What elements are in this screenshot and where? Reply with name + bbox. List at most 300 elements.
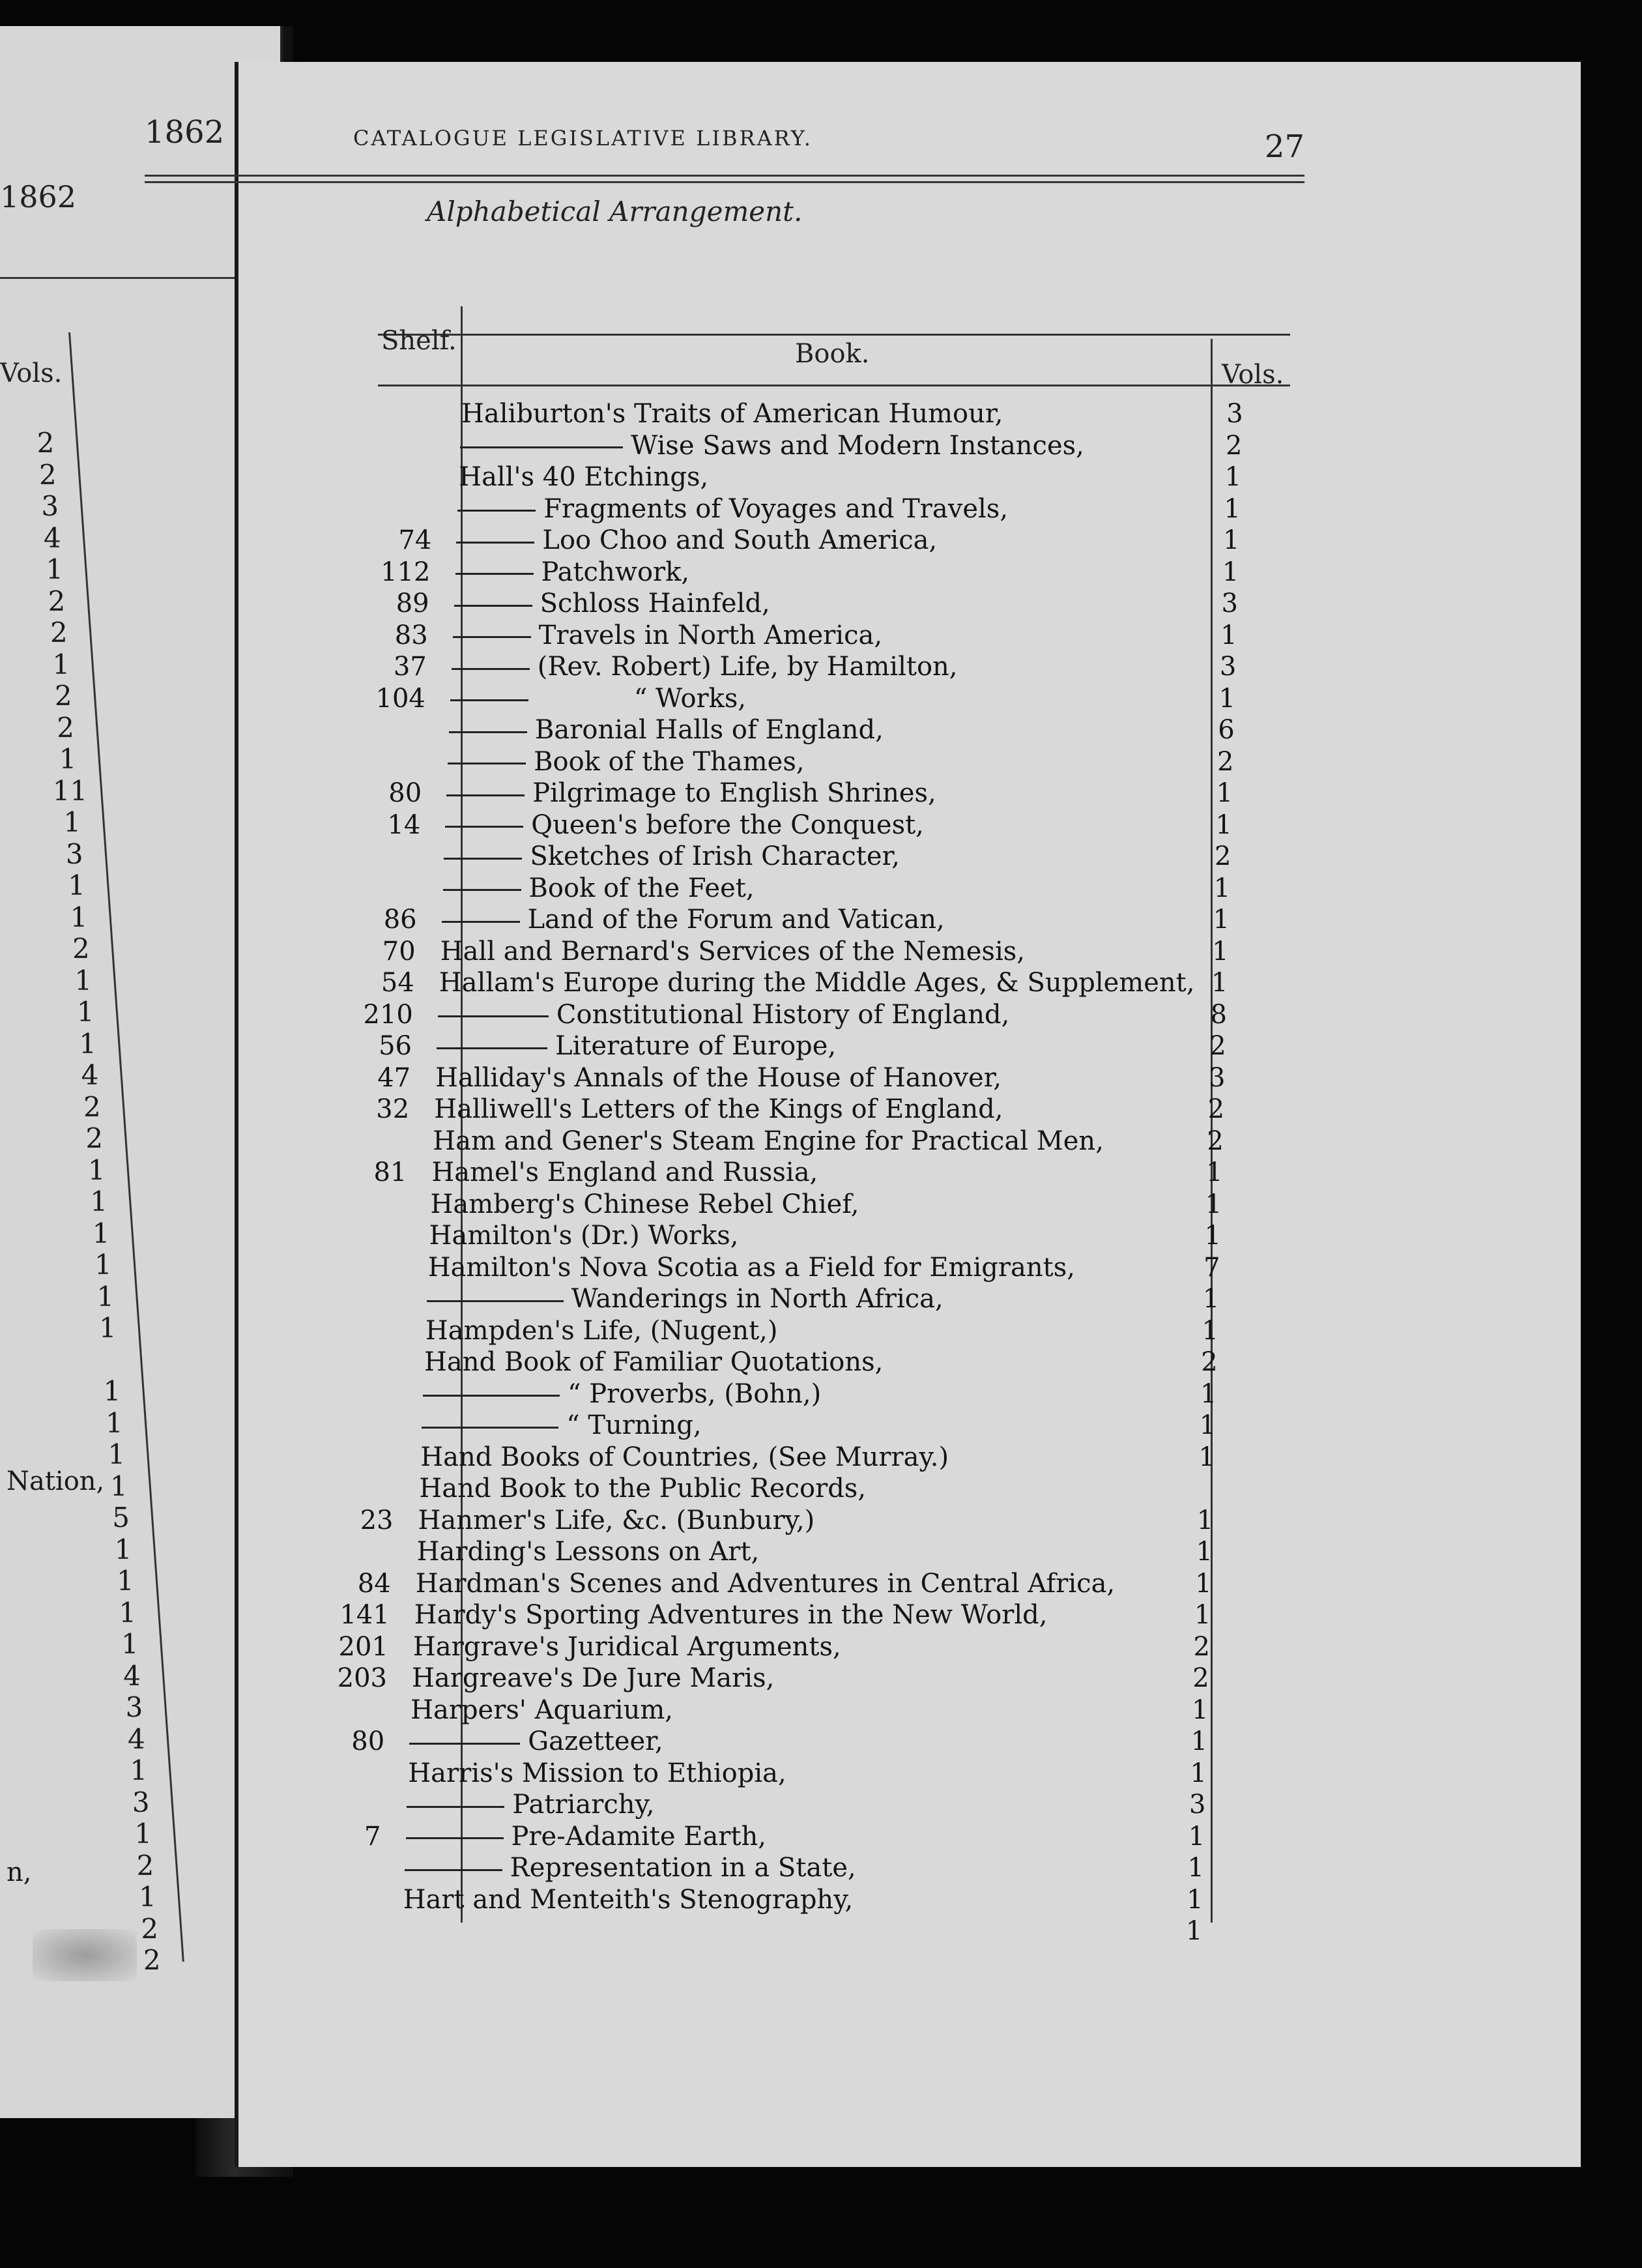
book-cell [439,968,1195,998]
book-cell [442,905,945,935]
vols-cell: 1 [1202,1315,1218,1346]
book-title: Hanmer's Life, &c. (Bunbury,) [418,1505,815,1535]
table-row [323,1822,1235,1854]
book-column-header: Book. [795,339,870,369]
table-row [326,1726,1238,1759]
previous-page-vols-value: 1 [117,1565,134,1597]
table-row [366,715,1278,748]
vols-cell: 1 [1198,1442,1215,1472]
book-cell [413,1632,841,1662]
shelf-cell: 32 [376,1094,410,1124]
book-title: Ham and Gener's Steam Engine for Practical Men, [433,1126,1104,1156]
vols-cell: 2 [1215,841,1232,871]
vols-cell: 1 [1194,1600,1211,1630]
book-cell [456,525,937,555]
book-title: Hargrave's Juridical Arguments, [412,1631,841,1662]
book-title: Hall's 40 Etchings, [459,462,709,492]
shelf-cell: 201 [338,1631,388,1662]
table-row [372,557,1284,590]
table-row [360,873,1272,906]
previous-page-vols-value: 1 [96,1280,115,1313]
previous-page-vols-value: 1 [76,996,94,1028]
book-cell [403,1885,854,1915]
vols-cell: 2 [1209,1031,1226,1061]
table-row [351,1094,1263,1127]
book-cell [460,431,1084,461]
ditto-dash [456,542,534,544]
table-row [358,905,1271,937]
page-number: 27 [1264,128,1304,165]
table-row [343,1284,1256,1316]
table-row [328,1663,1241,1696]
previous-page-vols-value: 1 [59,743,77,775]
book-title: Hamilton's Nova Scotia as a Field for Emigrants, [427,1252,1075,1283]
vols-cell: 8 [1210,999,1227,1030]
previous-page-vols-value: 4 [81,1059,99,1091]
book-cell [428,1253,1075,1283]
previous-page-vols-value: 1 [98,1312,117,1344]
previous-page-vols-value: 2 [136,1849,154,1882]
table-row [348,1157,1260,1190]
table-row [346,1221,1258,1253]
shelf-cell: 84 [357,1568,391,1599]
vols-cell: 1 [1190,1758,1207,1788]
previous-page-vols-value: 2 [54,680,72,712]
book-title: Gazetteer, [528,1726,663,1756]
previous-page-vols-value: 2 [85,1122,104,1154]
book-cell [459,462,708,492]
previous-page-vols-value: 1 [121,1628,139,1660]
previous-page-vols-value: 1 [63,806,81,838]
book-cell [452,652,958,682]
vols-cell: 1 [1202,1284,1220,1314]
vols-cell: 1 [1223,525,1240,555]
book-cell [438,1000,1009,1030]
previous-page-vols-value: 2 [57,711,74,744]
book-cell [407,1790,654,1820]
running-header [145,114,1304,166]
previous-page-vols-value: 3 [65,837,83,870]
book-cell [457,494,1008,524]
book-cell [429,1221,739,1251]
previous-page-vols-value: 1 [106,1406,123,1439]
book-title: Constitutional History of England, [556,999,1010,1030]
ditto-dash [448,763,526,764]
previous-page-vols-value: 1 [119,1596,137,1629]
shelf-column-header: Shelf. [381,326,457,356]
vols-cell: 1 [1191,1694,1209,1725]
vols-cell: 3 [1208,1062,1226,1093]
previous-page-vols-value: 2 [143,1944,161,1976]
previous-page-vols-value: 1 [114,1533,132,1565]
previous-page-vols-value: 5 [112,1502,130,1534]
shelf-cell: 89 [396,589,429,618]
section-subheading: Alphabetical Arrangement. [427,196,803,227]
previous-page-vols-value: 11 [52,774,88,807]
previous-page-vols-value: 2 [83,1090,101,1123]
vols-cell: 1 [1215,809,1232,840]
vols-cell: 1 [1190,1726,1208,1756]
shelf-cell: 37 [393,652,427,682]
previous-page-vols-value: 2 [72,933,90,965]
table-row [321,1853,1233,1885]
shelf-cell: 112 [381,557,431,587]
table-row [356,968,1268,1000]
book-cell [444,841,900,871]
table-row [324,1758,1237,1791]
table-row [367,684,1279,716]
book-cell [417,1537,760,1567]
book-title: Book of the Thames, [534,746,805,777]
previous-page-year: 1862 [0,179,77,214]
vols-cell: 1 [1188,1821,1205,1852]
vols-cell: 1 [1196,1537,1213,1567]
book-title: Fragments of Voyages and Travels, [543,493,1009,524]
vols-cell: 1 [1187,1853,1204,1883]
book-cell [454,589,770,618]
book-cell [424,1347,883,1377]
table-row [349,1126,1261,1159]
vols-cell: 2 [1225,430,1243,461]
table-row [373,525,1285,558]
previous-page-vols-value: 1 [79,1027,96,1060]
vols-cell: 2 [1207,1094,1225,1124]
book-title: Hamilton's (Dr.) Works, [429,1221,739,1251]
table-row [342,1316,1254,1348]
previous-page-vols-value: 1 [90,1185,108,1217]
previous-page-vols-value: 4 [128,1723,145,1755]
previous-page-vols-value: 1 [74,964,93,996]
vols-cell: 3 [1226,399,1243,429]
book-title: Book of the Feet, [528,873,755,903]
vols-cell: 1 [1206,1157,1223,1187]
table-row [336,1474,1248,1506]
book-title: Patchwork, [541,557,690,587]
book-cell [425,1316,778,1346]
table-row [320,1885,1232,1917]
shelf-cell: 56 [379,1031,412,1061]
book-title: Hardman's Scenes and Adventures in Central Africa, [415,1568,1116,1599]
vols-cell: 2 [1193,1631,1210,1662]
table-row [347,1189,1260,1222]
book-cell [418,1505,815,1535]
book-title: Schloss Hainfeld, [540,589,770,618]
page-title: CATALOGUE LEGISLATIVE LIBRARY. [353,126,813,151]
previous-page-vols-value: 4 [123,1659,141,1692]
previous-page-text-n: n, [7,1857,32,1887]
table-row [330,1632,1242,1665]
vols-cell: 1 [1205,1189,1222,1219]
book-title: Land of the Forum and Vatican, [527,905,945,935]
previous-page-vols-value: 1 [103,1375,121,1407]
book-cell [422,1410,701,1440]
ditto-dash [438,1015,549,1017]
ditto-dash [442,921,520,923]
shelf-cell: 81 [373,1157,407,1187]
table-row [319,1916,1231,1949]
table-row [352,1063,1264,1096]
previous-page-vols-header: Vols. [0,358,63,388]
book-cell [431,1157,818,1187]
vols-cell: 2 [1192,1663,1209,1693]
book-title: “ Works, [633,683,747,714]
previous-page-vols-value: 1 [139,1881,156,1913]
book-title: Harding's Lessons on Art, [416,1537,760,1567]
book-title: Wise Saws and Modern Instances, [631,430,1084,461]
vols-cell: 1 [1204,1221,1221,1251]
book-title: Baronial Halls of England, [535,715,884,745]
book-title: Pilgrimage to English Shrines, [532,778,936,808]
table-row [362,810,1274,843]
table-row [360,841,1273,874]
previous-page-vols-value: 1 [108,1438,126,1470]
table-row [378,399,1290,431]
book-cell [423,1379,821,1409]
table-top-rule [378,334,1290,336]
previous-page-vols-value: 1 [87,1154,106,1186]
vols-cell: 1 [1224,462,1242,492]
vols-cell: 1 [1212,936,1229,967]
shelf-cell: 83 [394,620,428,650]
previous-page-vols-value: 1 [134,1818,152,1850]
vols-column-header: Vols. [1222,360,1284,390]
book-cell [406,1822,766,1852]
shelf-cell: 14 [387,809,421,840]
ditto-dash [455,573,534,575]
table-row [357,937,1269,969]
vols-cell: 2 [1217,746,1234,777]
vols-cell: 1 [1220,620,1237,650]
vols-cell: 1 [1216,778,1233,808]
book-cell [445,810,924,840]
book-cell [435,1063,1001,1093]
table-row [369,620,1282,653]
table-row [323,1790,1235,1822]
previous-page-vols-value: 3 [41,490,59,522]
book-title: Harpers' Aquarium, [410,1694,674,1725]
vols-cell: 1 [1200,1378,1217,1409]
table-row [371,589,1283,621]
previous-page-vols-value: 1 [109,1470,128,1502]
header-rule-bottom [145,181,1304,183]
ditto-dash [446,794,525,796]
ditto-dash [406,1837,504,1839]
ditto-dash [409,1743,520,1745]
book-cell [405,1853,856,1883]
book-title: (Rev. Robert) Life, by Hamilton, [537,652,958,682]
table-row [354,1000,1267,1032]
vols-cell: 1 [1224,493,1241,524]
ditto-dash [452,668,530,670]
table-row [375,462,1288,495]
book-title: Halliwell's Letters of the Kings of England, [434,1094,1003,1124]
book-title: Literature of Europe, [555,1031,837,1061]
book-title: Queen's before the Conquest, [531,809,924,840]
table-row [377,431,1289,463]
book-cell [431,1189,859,1219]
shelf-cell: 80 [351,1726,385,1756]
book-title: Hamberg's Chinese Rebel Chief, [430,1189,859,1219]
ditto-dash [407,1806,504,1808]
vols-cell: 3 [1219,652,1237,682]
book-title: Travels in North America, [538,620,883,650]
book-cell [416,1569,1115,1599]
ditto-dash [449,731,527,733]
table-row [335,1505,1247,1538]
ditto-dash [422,1427,558,1429]
previous-page-text-nation: Nation, [7,1466,105,1496]
previous-page-vols-value: 2 [141,1912,159,1945]
table-row [339,1379,1252,1412]
book-title: Hand Book to the Public Records, [419,1474,867,1504]
previous-page-vols-value: 1 [46,553,63,585]
book-cell [450,684,746,714]
book-cell [437,1031,836,1061]
book-cell [453,620,882,650]
book-cell [412,1663,774,1693]
vols-cell: 3 [1189,1790,1206,1820]
ditto-dash [405,1869,502,1871]
ditto-dash [423,1395,560,1397]
book-cell [433,1126,1104,1156]
previous-page-vols-value: 1 [130,1754,148,1786]
vols-cell: 1 [1218,683,1235,714]
previous-page-vols-value: 2 [48,585,66,617]
ditto-dash [437,1047,547,1049]
vols-cell: 1 [1195,1568,1212,1599]
table-row [337,1442,1249,1475]
previous-page-vols-value: 1 [70,901,88,933]
ditto-dash [450,699,528,701]
ditto-dash [454,605,532,607]
table-row [364,747,1276,779]
book-cell [443,873,755,903]
table-row [332,1569,1245,1601]
book-title: Hand Books of Countries, (See Murray.) [420,1442,949,1472]
shelf-cell: 7 [364,1821,381,1852]
book-title: Hand Book of Familiar Quotations, [424,1347,884,1377]
book-title: Halliday's Annals of the House of Hanover, [435,1062,1002,1093]
shelf-cell: 80 [388,778,422,808]
vols-cell: 1 [1213,873,1231,903]
paper-smudge [33,1929,137,1981]
shelf-cell: 141 [339,1600,390,1630]
previous-page-vols-value: 1 [94,1249,112,1281]
previous-page-vols-value: 3 [125,1691,143,1723]
ditto-dash [427,1300,564,1302]
previous-page-vols-value: 3 [132,1786,150,1818]
table-row [363,778,1275,811]
book-title: Hargreave's De Jure Maris, [412,1663,775,1693]
book-cell [455,557,690,587]
book-title: Hamel's England and Russia, [431,1157,818,1187]
vols-cell: 3 [1221,589,1238,618]
ditto-dash [445,826,523,828]
previous-page-header-rule [0,277,274,279]
table-row [374,494,1286,527]
table-row [331,1600,1243,1633]
book-title: Hallam's Europe during the Middle Ages, & Supplement, [439,968,1195,998]
book-cell [419,1474,866,1504]
book-title: Sketches of Irish Character, [530,841,900,871]
table-row [345,1253,1257,1285]
book-title: Representation in a State, [510,1853,856,1883]
previous-page-vols-value: 2 [50,617,68,648]
vols-cell: 1 [1213,905,1230,935]
book-title: “ Turning, [566,1410,702,1440]
book-cell [414,1600,1048,1630]
book-title: Harris's Mission to Ethiopia, [408,1758,786,1788]
table-row [368,652,1280,684]
page-year: 1862 [145,114,225,151]
previous-page-vols-value: 1 [68,869,85,901]
table-row [334,1537,1246,1569]
book-cell [427,1284,943,1314]
shelf-cell: 47 [377,1062,411,1093]
previous-page-vols-value: 4 [43,521,61,554]
book-cell [408,1758,786,1788]
book-cell [440,937,1025,967]
shelf-cell: 203 [337,1663,387,1693]
book-cell [448,747,804,777]
previous-page-vols-value: 1 [92,1217,110,1249]
book-title: Haliburton's Traits of American Humour, [461,399,1003,429]
header-rule-top [145,175,1304,177]
shelf-cell: 23 [360,1505,394,1535]
table-row [338,1410,1250,1443]
shelf-cell: 104 [375,683,425,714]
book-title: Hall and Bernard's Services of the Nemesis, [440,936,1025,967]
book-title: Loo Choo and South America, [542,525,938,555]
vols-cell: 6 [1218,715,1235,745]
book-cell [410,1695,673,1725]
book-cell [420,1442,949,1472]
shelf-cell: 86 [383,905,417,935]
vols-cell: 1 [1187,1884,1203,1915]
previous-page-vols-value: 2 [36,427,55,459]
vols-cell: 1 [1185,1916,1203,1946]
vols-cell: 1 [1222,557,1239,587]
vols-cell: 7 [1203,1252,1220,1283]
book-title: Hampden's Life, (Nugent,) [425,1315,778,1346]
book-cell [449,715,884,745]
vols-cell: 1 [1196,1505,1214,1535]
ditto-dash [444,858,522,860]
book-title: Hardy's Sporting Adventures in the New World, [414,1600,1048,1630]
shelf-cell: 74 [398,525,432,555]
book-title: Wanderings in North Africa, [571,1284,943,1314]
shelf-cell: 210 [363,999,413,1030]
previous-page-vols-value: 2 [39,458,57,491]
vols-cell: 2 [1201,1347,1218,1377]
book-cell [409,1726,663,1756]
ditto-dash [453,636,531,638]
previous-page-vols-value: 1 [52,648,70,680]
ditto-dash [460,446,623,448]
book-cell [434,1094,1003,1124]
ditto-dash [443,889,521,891]
table-row [353,1031,1265,1064]
table-row [327,1695,1239,1728]
shelf-cell: 54 [381,968,414,998]
table-header-bottom-rule [378,385,1290,386]
ditto-dash [457,510,536,512]
table-row [341,1347,1253,1380]
shelf-cell: 70 [382,936,416,967]
vols-cell: 1 [1199,1410,1217,1440]
book-title: Pre-Adamite Earth, [511,1821,766,1852]
book-title: “ Proverbs, (Bohn,) [568,1378,822,1409]
